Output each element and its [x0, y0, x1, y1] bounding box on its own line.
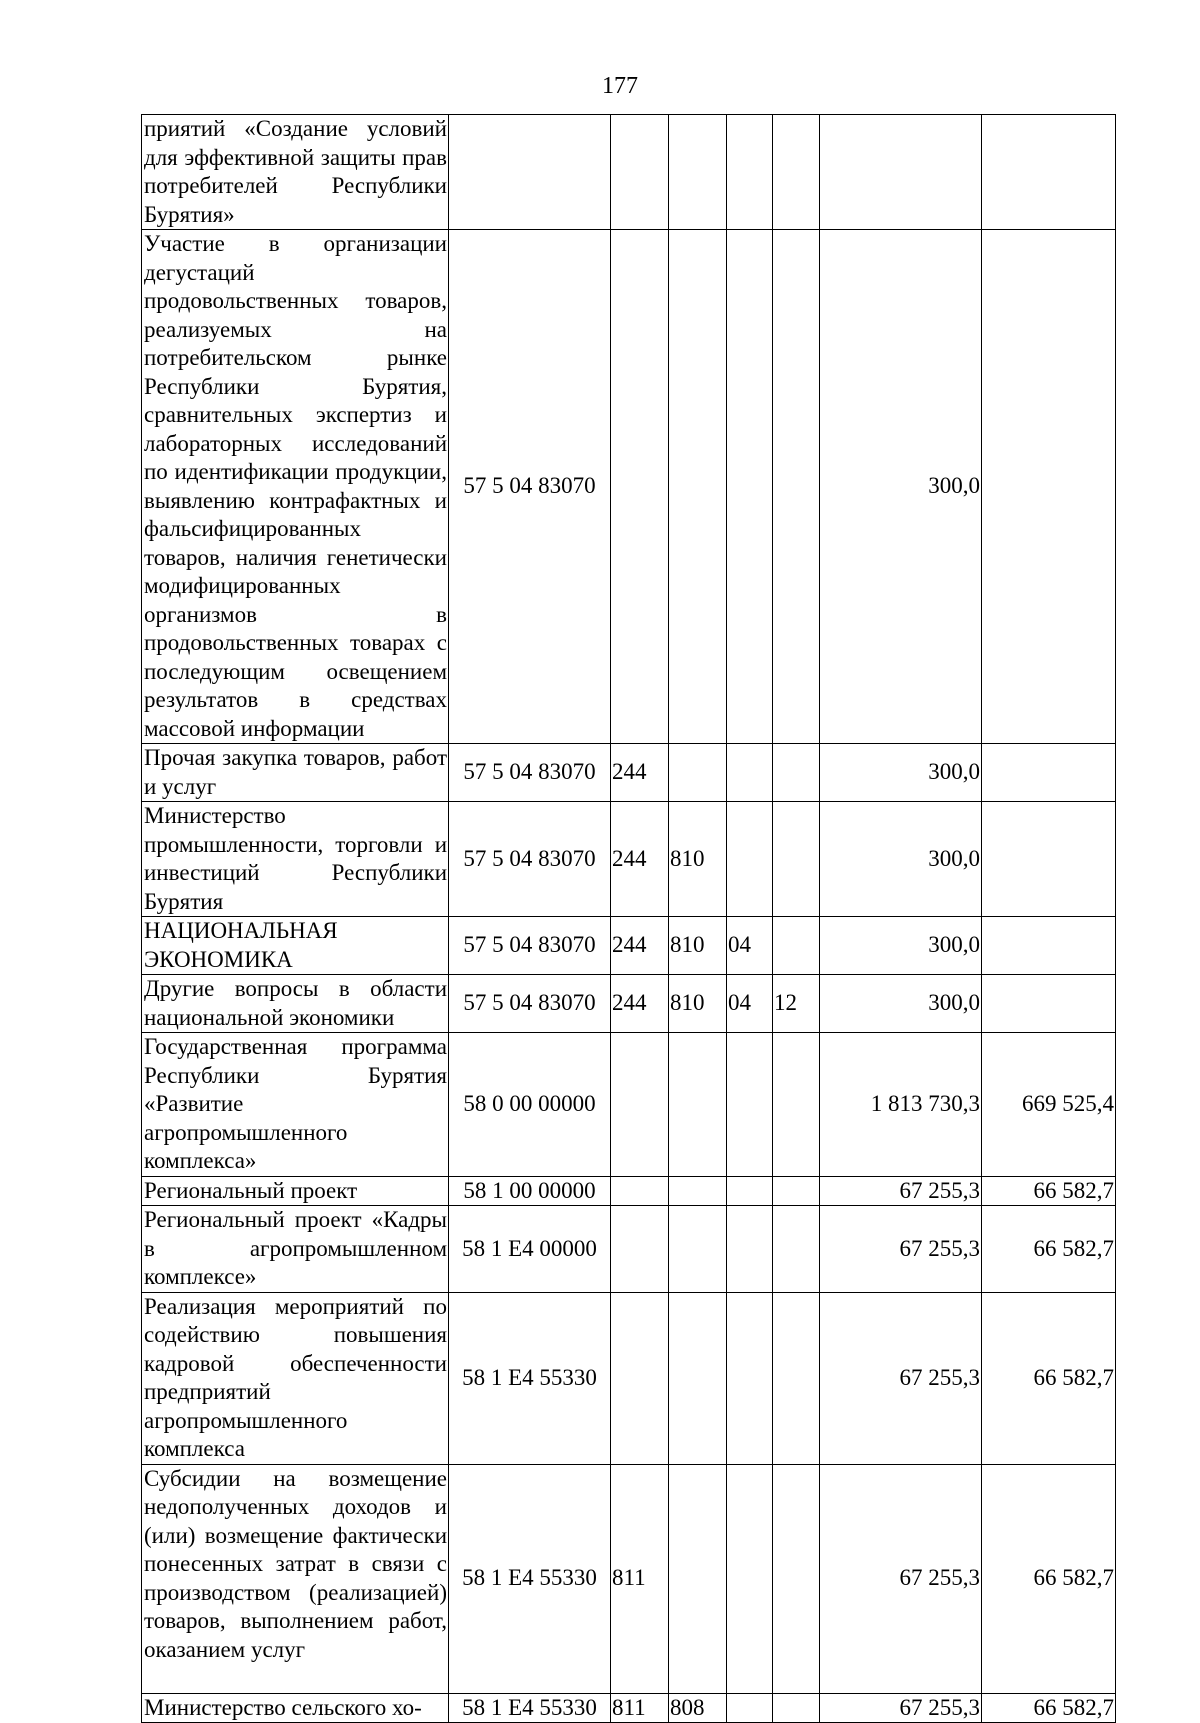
amount-2: 66 582,7	[982, 1693, 1116, 1723]
table-row	[142, 1464, 1116, 1693]
subsection-code	[773, 1464, 820, 1693]
row-name: Прочая закупка товаров, работ и услуг	[142, 744, 449, 802]
amount-1: 67 255,3	[820, 1176, 982, 1206]
program-code: 58 1 E4 00000	[449, 1206, 611, 1293]
amount-1: 300,0	[820, 744, 982, 802]
table-row	[142, 917, 1116, 975]
expense-type: 811	[611, 1693, 669, 1723]
expense-type	[611, 1292, 669, 1464]
expense-type: 244	[611, 975, 669, 1033]
expense-type	[611, 230, 669, 744]
program-code: 57 5 04 83070	[449, 744, 611, 802]
program-code: 57 5 04 83070	[449, 975, 611, 1033]
section-code	[727, 1206, 773, 1293]
row-name: Государственная программа Республики Бурятия «Развитие агропромышленного комплекса»	[142, 1033, 449, 1177]
subsection-code	[773, 802, 820, 917]
table-row	[142, 1693, 1116, 1723]
table-row	[142, 1292, 1116, 1464]
row-name: Региональный проект	[142, 1176, 449, 1206]
ministry-code	[669, 1176, 727, 1206]
section-code	[727, 230, 773, 744]
ministry-code	[669, 1206, 727, 1293]
expense-type: 811	[611, 1464, 669, 1693]
subsection-code	[773, 1292, 820, 1464]
amount-2	[982, 917, 1116, 975]
section-code	[727, 1176, 773, 1206]
ministry-code	[669, 1464, 727, 1693]
amount-2	[982, 744, 1116, 802]
expense-type	[611, 1176, 669, 1206]
program-code: 58 1 00 00000	[449, 1176, 611, 1206]
amount-1: 300,0	[820, 917, 982, 975]
table-row	[142, 744, 1116, 802]
expense-type: 244	[611, 744, 669, 802]
section-code: 04	[727, 917, 773, 975]
subsection-code	[773, 1206, 820, 1293]
amount-1: 67 255,3	[820, 1206, 982, 1293]
amount-1: 1 813 730,3	[820, 1033, 982, 1177]
amount-1: 67 255,3	[820, 1464, 982, 1693]
ministry-code: 810	[669, 975, 727, 1033]
section-code	[727, 1292, 773, 1464]
table-row	[142, 115, 1116, 230]
section-code	[727, 744, 773, 802]
row-name: Министерство сельского хо-	[142, 1693, 449, 1723]
section-code	[727, 1464, 773, 1693]
row-name: Другие вопросы в области национальной экономики	[142, 975, 449, 1033]
table-row	[142, 1176, 1116, 1206]
amount-1: 300,0	[820, 975, 982, 1033]
ministry-code: 810	[669, 802, 727, 917]
section-code	[727, 802, 773, 917]
budget-table	[141, 114, 1116, 1723]
amount-2: 66 582,7	[982, 1292, 1116, 1464]
amount-1: 300,0	[820, 802, 982, 917]
section-code	[727, 1033, 773, 1177]
amount-1: 300,0	[820, 230, 982, 744]
amount-2	[982, 230, 1116, 744]
page-number: 177	[602, 73, 638, 99]
ministry-code	[669, 1292, 727, 1464]
amount-2	[982, 115, 1116, 230]
program-code: 58 0 00 00000	[449, 1033, 611, 1177]
program-code	[449, 115, 611, 230]
row-name: Реализация мероприятий по содействию повышения кадровой обеспеченности предприятий агропромышленного комплекса	[142, 1292, 449, 1464]
row-name: приятий «Создание условий для эффективной защиты прав потребителей Республики Бурятия»	[142, 115, 449, 230]
amount-2	[982, 802, 1116, 917]
program-code: 57 5 04 83070	[449, 230, 611, 744]
ministry-code: 808	[669, 1693, 727, 1723]
program-code: 57 5 04 83070	[449, 802, 611, 917]
program-code: 57 5 04 83070	[449, 917, 611, 975]
table-row	[142, 1206, 1116, 1293]
row-name: НАЦИОНАЛЬНАЯ ЭКОНОМИКА	[142, 917, 449, 975]
program-code: 58 1 E4 55330	[449, 1693, 611, 1723]
section-code	[727, 115, 773, 230]
table-row	[142, 802, 1116, 917]
ministry-code	[669, 115, 727, 230]
amount-2: 66 582,7	[982, 1464, 1116, 1693]
expense-type	[611, 115, 669, 230]
subsection-code: 12	[773, 975, 820, 1033]
subsection-code	[773, 115, 820, 230]
subsection-code	[773, 917, 820, 975]
ministry-code	[669, 744, 727, 802]
amount-1: 67 255,3	[820, 1693, 982, 1723]
expense-type: 244	[611, 917, 669, 975]
subsection-code	[773, 1176, 820, 1206]
expense-type: 244	[611, 802, 669, 917]
amount-2: 66 582,7	[982, 1176, 1116, 1206]
table-row	[142, 1033, 1116, 1177]
amount-2	[982, 975, 1116, 1033]
table-row	[142, 975, 1116, 1033]
amount-2: 66 582,7	[982, 1206, 1116, 1293]
table-row	[142, 230, 1116, 744]
subsection-code	[773, 744, 820, 802]
amount-1: 67 255,3	[820, 1292, 982, 1464]
subsection-code	[773, 1693, 820, 1723]
expense-type	[611, 1033, 669, 1177]
subsection-code	[773, 1033, 820, 1177]
expense-type	[611, 1206, 669, 1293]
row-name: Участие в организации дегустаций продовольственных товаров, реализуемых на потребительском рынке Республики Бурятия, сравнительных экспертиз и лабораторных исследований по идентификации продукции, выявлению контрафактных и фальсифицированных товаров, наличия генетически модифицированных организмов в продовольственных товарах с последующим освещением результатов в средствах массовой информации	[142, 230, 449, 744]
row-name: Субсидии на возмещение недополученных доходов и (или) возмещение фактически понесенных затрат в связи с производством (реализацией) товаров, выполнением работ, оказанием услуг	[142, 1464, 449, 1693]
row-name: Региональный проект «Кадры в агропромышленном комплексе»	[142, 1206, 449, 1293]
section-code	[727, 1693, 773, 1723]
ministry-code	[669, 230, 727, 744]
amount-2: 669 525,4	[982, 1033, 1116, 1177]
amount-1	[820, 115, 982, 230]
ministry-code	[669, 1033, 727, 1177]
section-code: 04	[727, 975, 773, 1033]
ministry-code: 810	[669, 917, 727, 975]
program-code: 58 1 E4 55330	[449, 1464, 611, 1693]
program-code: 58 1 E4 55330	[449, 1292, 611, 1464]
subsection-code	[773, 230, 820, 744]
row-name: Министерство промышленности, торговли и инвестиций Республики Бурятия	[142, 802, 449, 917]
